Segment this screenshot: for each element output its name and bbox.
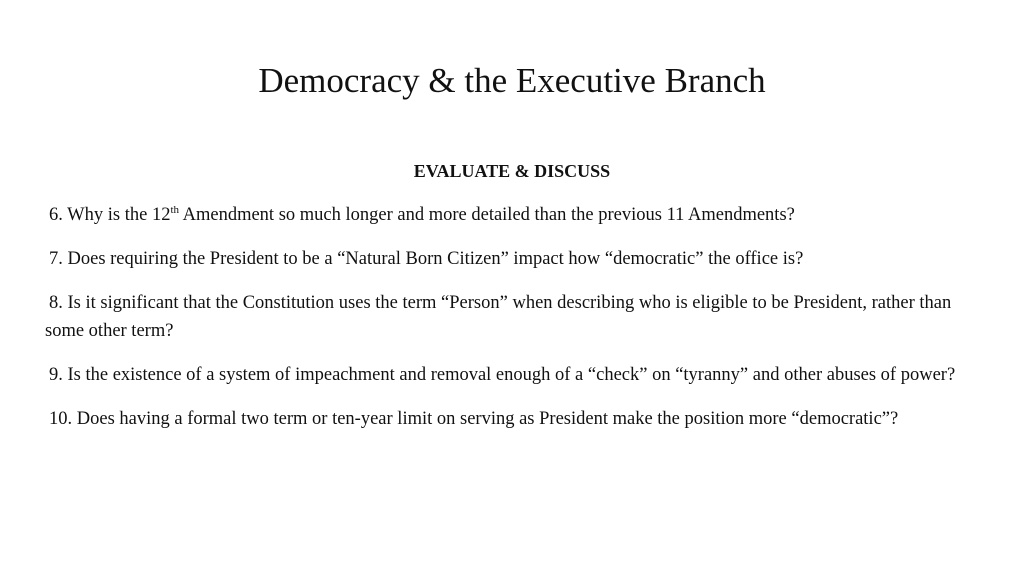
question-item	[45, 201, 990, 229]
section-heading: EVALUATE & DISCUSS	[413, 161, 611, 181]
question-number: 9.	[49, 365, 63, 385]
question-list	[45, 201, 990, 449]
question-number: 8.	[49, 293, 63, 313]
ordinal-superscript: th	[170, 204, 180, 216]
question-number: 7.	[49, 249, 63, 269]
question-text: Does requiring the President to be a “Natural Born Citizen” impact how “democratic” the office is?	[67, 249, 804, 269]
question-text: Is it significant that the Constitution uses the term “Person” when describing who is eligible to be President, rather than some other term?	[45, 293, 952, 341]
question-text: Is the existence of a system of impeachment and removal enough of a “check” on “tyranny” and other abuses of power?	[67, 365, 956, 385]
question-item	[45, 245, 990, 273]
question-number: 6.	[49, 205, 63, 225]
question-item	[45, 361, 990, 389]
slide-title: Democracy & the Executive Branch	[258, 61, 766, 100]
question-text: Why is the 12	[67, 205, 171, 225]
question-item	[45, 289, 990, 345]
question-number: 10.	[49, 409, 73, 429]
question-text: Does having a formal two term or ten-year limit on serving as President make the position more “democratic”?	[76, 409, 899, 429]
question-item	[45, 405, 990, 433]
question-text: Amendment so much longer and more detailed than the previous 11 Amendments?	[179, 205, 795, 225]
